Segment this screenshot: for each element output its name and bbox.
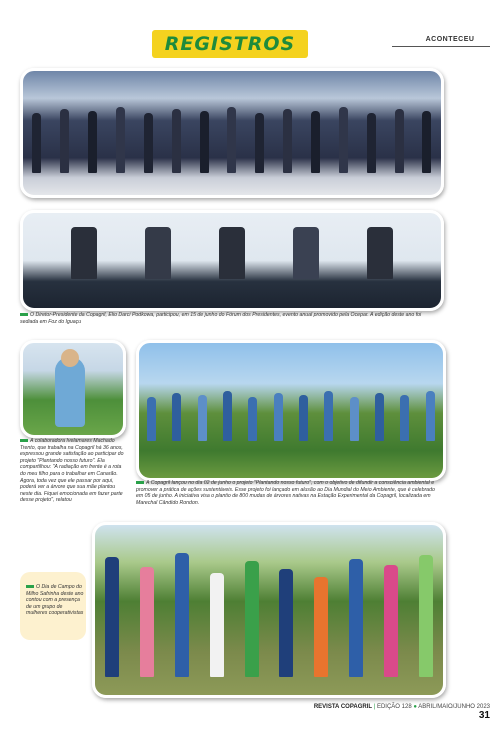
caption-project [136,480,440,506]
photo-collaborator-silhouette [55,357,85,427]
caption-field-day-text: O Dia de Campo do Milho Safrinha deste ano contou com a presença de um grupo de mulheres cooperativistas [26,584,84,617]
caption-marker [136,481,144,484]
page-footer: REVISTA COPAGRIL | EDIÇÃO 128 ● ABRIL/MAIO/JUNHO 2023 31 [313,704,490,721]
caption-field-day [26,584,84,617]
photo-project-group [136,340,446,481]
caption-marker [26,585,34,588]
photo-panel-silhouettes [23,227,441,279]
photo-field-day-women [92,522,446,698]
footer-magazine: REVISTA COPAGRIL [313,704,373,710]
page-number: 31 [478,710,490,721]
caption-collaborator-text: A colaboradora Ivelamares Machado Trento, que trabalha na Copagril há 36 anos, expressou grande satisfação ao participar do projeto "Plantando nosso futuro". Ela compartilhou: "A radiação em frente é a rota do meu filho para o trabalhar em Canarão. Agora, toda vez que ele passar por aqui, poderá ver a árvore que sua mãe plantou neste dia. Fiquei emocionada em fazer parte desse projeto", relatou [20,438,124,504]
photo-group-silhouettes [139,391,443,441]
caption-forum [20,312,440,325]
section-tag: ACONTECEU [425,36,475,43]
caption-marker [20,439,28,442]
photo-forum-panel [20,210,444,311]
page-title: REGISTROS [164,33,296,55]
caption-marker [20,313,28,316]
photo-collaborator-planting [20,340,126,438]
caption-collaborator [20,438,124,504]
photo-crowd-silhouettes [23,107,441,173]
photo-women-silhouettes [95,553,443,677]
footer-period: ABRIL/MAIO/JUNHO 2023 [418,704,490,710]
section-title-banner [152,30,308,58]
footer-edition: EDIÇÃO 128 [376,704,412,710]
photo-forum-audience [20,68,444,198]
caption-forum-text: O Diretor-Presidente da Copagril, Elio Darci Podkowa, participou, em 15 de junho do Fórum dos Presidentes, evento anual promovido pela Ocepar. A edição deste ano foi sediada em Foz do Iguaçu [20,312,422,325]
caption-project-text: A Copagril lançou no dia 02 de junho o projeto "Plantando nosso futuro", com o objetivo de difundir a consciência ambiental e promover a prática de ações sustentáveis. Esse projeto foi lançado em alusão ao Dia Mundial do Meio Ambiente, que é celebrado em 05 de junho. A iniciativa visa o plantio de 800 mudas de árvores nativas na Estação Experimental da Copagril, localizada em Marechal Cândido Rondon. [136,480,435,506]
section-divider [392,46,490,47]
